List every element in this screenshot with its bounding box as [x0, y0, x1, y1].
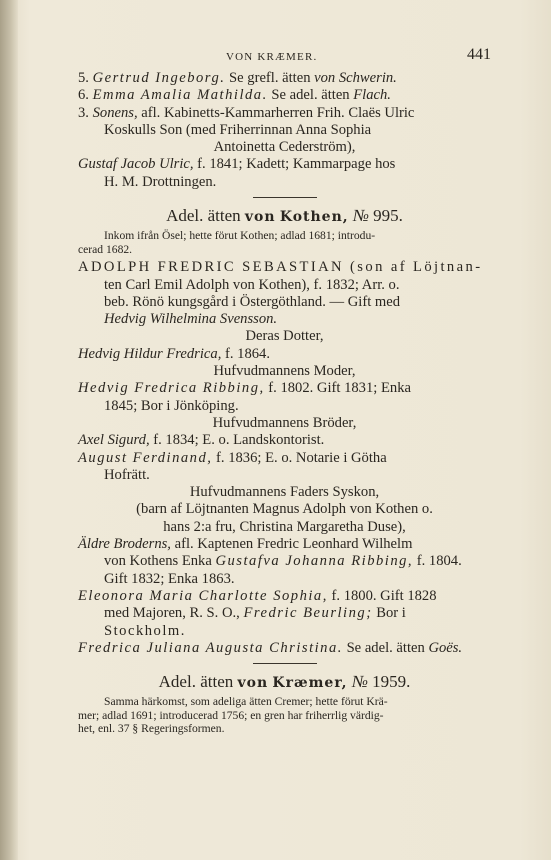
entry-line: hans 2:a fru, Christina Margaretha Duse),: [163, 518, 406, 535]
running-header: [78, 44, 491, 70]
page-content: [78, 44, 491, 736]
section-heading: Adel. ätten von Kræmer, № 1959.: [158, 672, 411, 692]
intro-text: cerad 1682.: [78, 242, 133, 256]
entry-line: Hedvig Fredrica Ribbing, f. 1802. Gift 1831; Enka: [78, 380, 411, 397]
entry-line: Koskulls Son (med Friherrinnan Anna Sophia: [104, 121, 372, 138]
intro-text: Inkom ifrån Ösel; hette förut Kothen; adlad 1681; introdu-: [104, 229, 376, 243]
entry-line: 3. Sonens, afl. Kabinetts-Kammarherren Frih. Claës Ulric: [78, 104, 415, 121]
entry-line: Äldre Broderns, afl. Kaptenen Fredric Leonhard Wilhelm: [78, 536, 413, 553]
entry-line: Hedvig Hildur Fredrica, f. 1864.: [78, 345, 270, 362]
intro-text: Samma härkomst, som adeliga ätten Cremer; hette förut Krä-: [104, 695, 388, 709]
entry-line: beb. Rönö kungsgård i Östergöthland. — Gift med: [104, 293, 401, 310]
entry-line: Hofrätt.: [104, 466, 150, 483]
entry-line: 5. Gertrud Ingeborg. Se grefl. ätten von Schwerin.: [78, 70, 397, 86]
intro-text: het, enl. 37 § Regeringsformen.: [78, 722, 225, 736]
entry-line: med Majoren, R. S. O., Fredric Beurling; Bor i: [104, 605, 406, 622]
entry-line: 6. Emma Amalia Mathilda. Se adel. ätten Flach.: [78, 87, 391, 104]
entry-line: ADOLPH FREDRIC SEBASTIAN (son af Löjtnan-: [78, 259, 483, 276]
entry-line: Fredrica Juliana Augusta Christina. Se adel. ätten Goës.: [78, 639, 463, 656]
subheading: Deras Dotter,: [245, 328, 324, 345]
entry-line: Antoinetta Cederström),: [213, 139, 356, 156]
section-divider: [253, 197, 317, 198]
entry-line: Axel Sigurd, f. 1834; E. o. Landskontorist.: [78, 432, 325, 449]
section-heading: Adel. ätten von Kothen, № 995.: [166, 206, 403, 226]
running-title: VON KRÆMER.: [226, 51, 318, 63]
intro-text: mer; adlad 1691; introducerad 1756; en gren har friherrlig värdig-: [78, 708, 384, 722]
entry-line: (barn af Löjtnanten Magnus Adolph von Kothen o.: [136, 501, 433, 518]
subheading: Hufvudmannens Faders Syskon,: [189, 484, 380, 501]
book-spine-shadow: [0, 0, 18, 860]
entry-line: H. M. Drottningen.: [104, 173, 217, 190]
entry-line: Gustaf Jacob Ulric, f. 1841; Kadett; Kammarpage hos: [78, 156, 396, 173]
section-divider: [253, 663, 317, 664]
subheading: Hufvudmannens Bröder,: [212, 414, 357, 431]
entry-line: von Kothens Enka Gustafva Johanna Ribbing, f. 1804.: [104, 553, 462, 570]
page-number: 441: [467, 46, 491, 63]
entry-line: Hedvig Wilhelmina Svensson.: [104, 311, 278, 328]
entry-line: Gift 1832; Enka 1863.: [104, 570, 235, 587]
entry-line: 1845; Bor i Jönköping.: [104, 397, 239, 414]
entry-line: Eleonora Maria Charlotte Sophia, f. 1800. Gift 1828: [78, 587, 437, 604]
entry-line: ten Carl Emil Adolph von Kothen), f. 1832; Arr. o.: [104, 276, 400, 293]
entry-line: Stockholm.: [104, 622, 186, 639]
entry-line: August Ferdinand, f. 1836; E. o. Notarie i Götha: [78, 449, 387, 466]
subheading: Hufvudmannens Moder,: [213, 363, 356, 380]
